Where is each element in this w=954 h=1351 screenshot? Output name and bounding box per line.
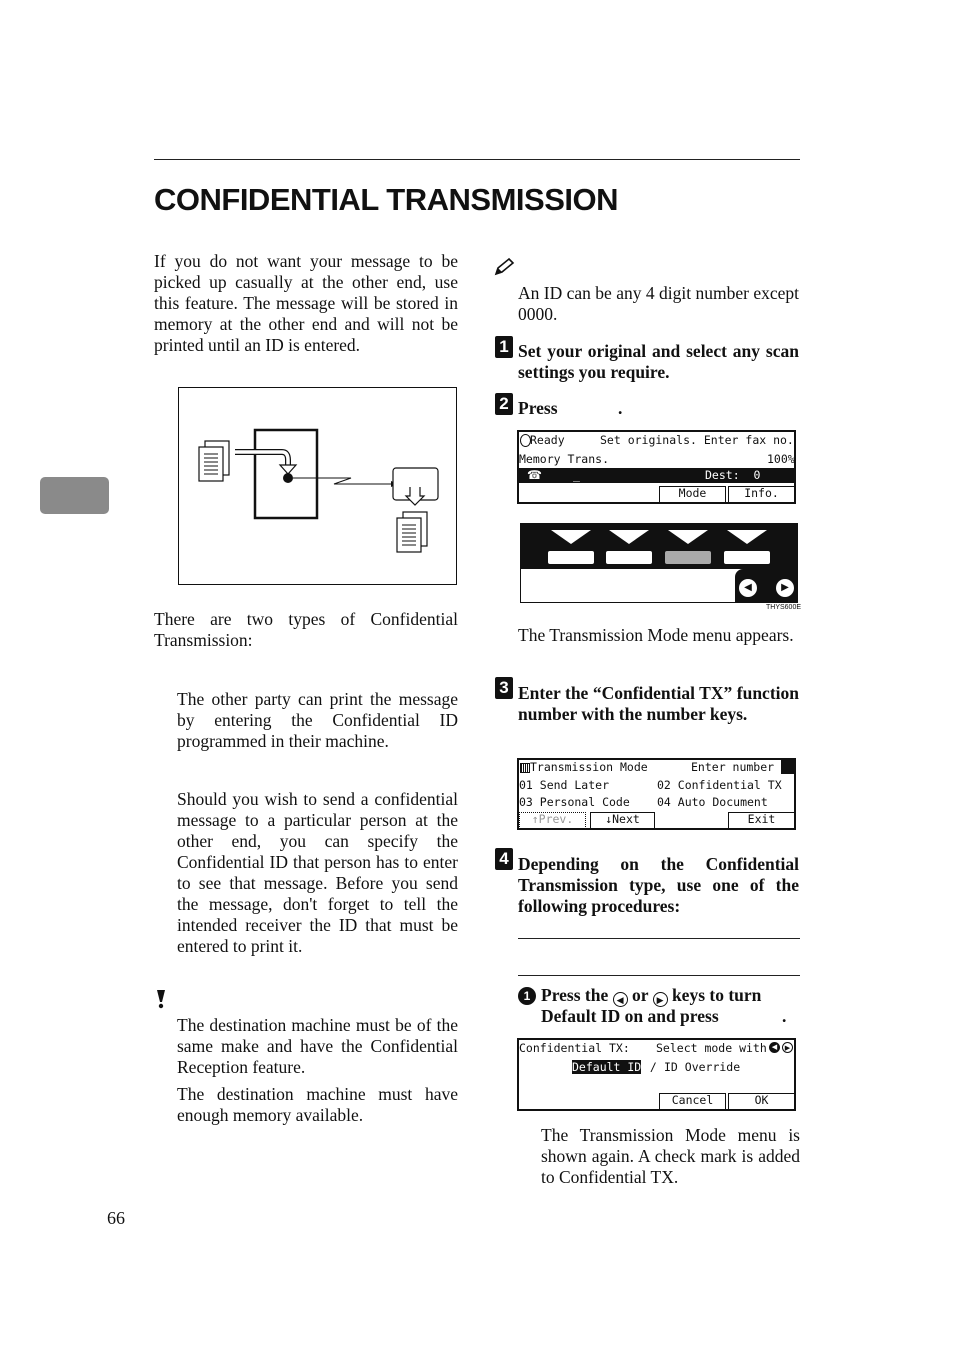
mode-button[interactable]: Mode xyxy=(659,486,726,503)
id-override-option[interactable]: ID Override xyxy=(664,1060,741,1074)
illustration-drawing xyxy=(179,388,456,584)
lcd2-title: Transmission Mode xyxy=(530,760,648,774)
step-1-badge: 1 xyxy=(495,336,513,358)
lcd3-message: Select mode with xyxy=(656,1041,767,1055)
intro-paragraph: If you do not want your message to be picked up casually at the other end, use this feature. The message will be stored in memory at the other end and will not be printed until an ID is entered. xyxy=(154,251,458,355)
cancel-button[interactable]: Cancel xyxy=(659,1093,726,1110)
type1-description: The other party can print the message by entering the Confidential ID programmed in their machine. xyxy=(177,689,458,751)
types-intro: There are two types of Confidential Transmission: xyxy=(154,609,458,650)
lcd-confidential-tx-screen xyxy=(517,1038,796,1111)
lcd1-cursor: _ xyxy=(573,468,580,482)
lcd2-enter-number: Enter number xyxy=(691,760,775,774)
panel-figure-code: THYS600E xyxy=(766,604,802,611)
page-number: 66 xyxy=(107,1208,125,1228)
exit-button[interactable]: Exit xyxy=(728,812,795,829)
lcd2-option-01[interactable]: 01 Send Later xyxy=(519,778,610,792)
sub-step-1-keys-to-turn: keys to turn xyxy=(671,985,762,1005)
step-2-badge: 2 xyxy=(495,393,513,415)
next-button[interactable]: ↓Next xyxy=(590,812,655,829)
step-2-result: The Transmission Mode menu appears. xyxy=(518,625,794,645)
step-1-text: Set your original and select any scan settings you require. xyxy=(518,341,799,382)
step-2-dot: . xyxy=(618,398,623,418)
prev-button[interactable]: ↑Prev. xyxy=(519,812,586,829)
telephone-icon: ☎ xyxy=(527,468,542,482)
sub-step-1-dot: . xyxy=(782,1006,787,1026)
step-3-badge: 3 xyxy=(495,677,513,699)
lcd1-percent: 100% xyxy=(767,452,795,466)
sub-step-1-result: The Transmission Mode menu is shown again. A check mark is added to Confidential TX. xyxy=(541,1125,800,1187)
lcd2-option-04[interactable]: 04 Auto Document xyxy=(657,795,768,809)
selection-key-4[interactable] xyxy=(724,551,770,564)
sub-step-1-line1 xyxy=(541,985,800,1007)
lcd1-ready: Ready xyxy=(530,433,565,447)
chapter-tab xyxy=(40,477,109,514)
note-pencil-icon xyxy=(494,257,516,277)
lcd2-input-box xyxy=(781,760,794,774)
sub-step-1-or: or xyxy=(631,985,649,1005)
limitation-2: The destination machine must have enough memory available. xyxy=(177,1084,458,1125)
lcd1-dest-bar xyxy=(519,468,794,483)
lcd-ready-screen xyxy=(517,430,796,504)
sub-step-1-line2: Default ID on and press xyxy=(541,1006,719,1026)
limitation-1: The destination machine must be of the same make and have the Confidential Reception feature. xyxy=(177,1015,458,1077)
sub-step-1-press-the: Press the xyxy=(541,985,609,1005)
lcd2-option-03[interactable]: 03 Personal Code xyxy=(519,795,630,809)
lcd3-left-arrow-icon: ◀ xyxy=(769,1042,780,1053)
left-arrow-key-icon[interactable]: ◀ xyxy=(739,579,757,597)
step-2-press: Press xyxy=(518,398,558,418)
step-4-text: Depending on the Confidential Transmission type, use one of the following procedures: xyxy=(518,854,799,916)
sub-step-1-badge: 1 xyxy=(518,987,536,1005)
lcd2-option-02[interactable]: 02 Confidential TX xyxy=(657,778,782,792)
menu-icon xyxy=(520,763,530,773)
lcd1-memory-trans: Memory Trans. xyxy=(519,452,610,466)
procedure-rule-top xyxy=(518,938,800,939)
limitation-icon xyxy=(153,988,169,1010)
step-4-badge: 4 xyxy=(495,848,513,870)
default-id-option-selected[interactable]: Default ID xyxy=(572,1060,642,1074)
note-text: An ID can be any 4 digit number except 0000. xyxy=(518,283,799,324)
type2-description: Should you wish to send a confidential message to a particular person at the other end, you can specify the Confidential ID that person has to enter to see that message. Before you send the message, don't forget to tell the intended receiver the ID that must be entered to print it. xyxy=(177,789,458,956)
lcd3-right-arrow-icon: ▶ xyxy=(782,1042,793,1053)
lcd3-separator: / xyxy=(643,1060,664,1074)
selection-key-3-highlighted[interactable] xyxy=(665,551,711,564)
procedure-rule-bottom xyxy=(518,975,800,976)
right-arrow-key-icon[interactable]: ▶ xyxy=(776,579,794,597)
selection-key-2[interactable] xyxy=(606,551,652,564)
control-panel xyxy=(520,523,798,603)
step-3-text: Enter the “Confidential TX” function number with the number keys. xyxy=(518,683,799,724)
lcd1-dest: Dest: 0 xyxy=(705,468,761,482)
left-key-icon: ◀ xyxy=(613,992,628,1007)
page-title: CONFIDENTIAL TRANSMISSION xyxy=(154,182,618,217)
confidential-transmission-illustration xyxy=(178,387,457,585)
ok-button[interactable]: OK xyxy=(728,1093,795,1110)
header-rule xyxy=(154,159,800,160)
selection-key-1[interactable] xyxy=(548,551,594,564)
info-button[interactable]: Info. xyxy=(728,486,795,503)
lcd-transmission-mode-screen xyxy=(517,758,796,830)
lcd3-title: Confidential TX: xyxy=(519,1041,630,1055)
lcd1-message: Set originals. Enter fax no. xyxy=(600,433,794,447)
right-key-icon: ▶ xyxy=(653,992,668,1007)
